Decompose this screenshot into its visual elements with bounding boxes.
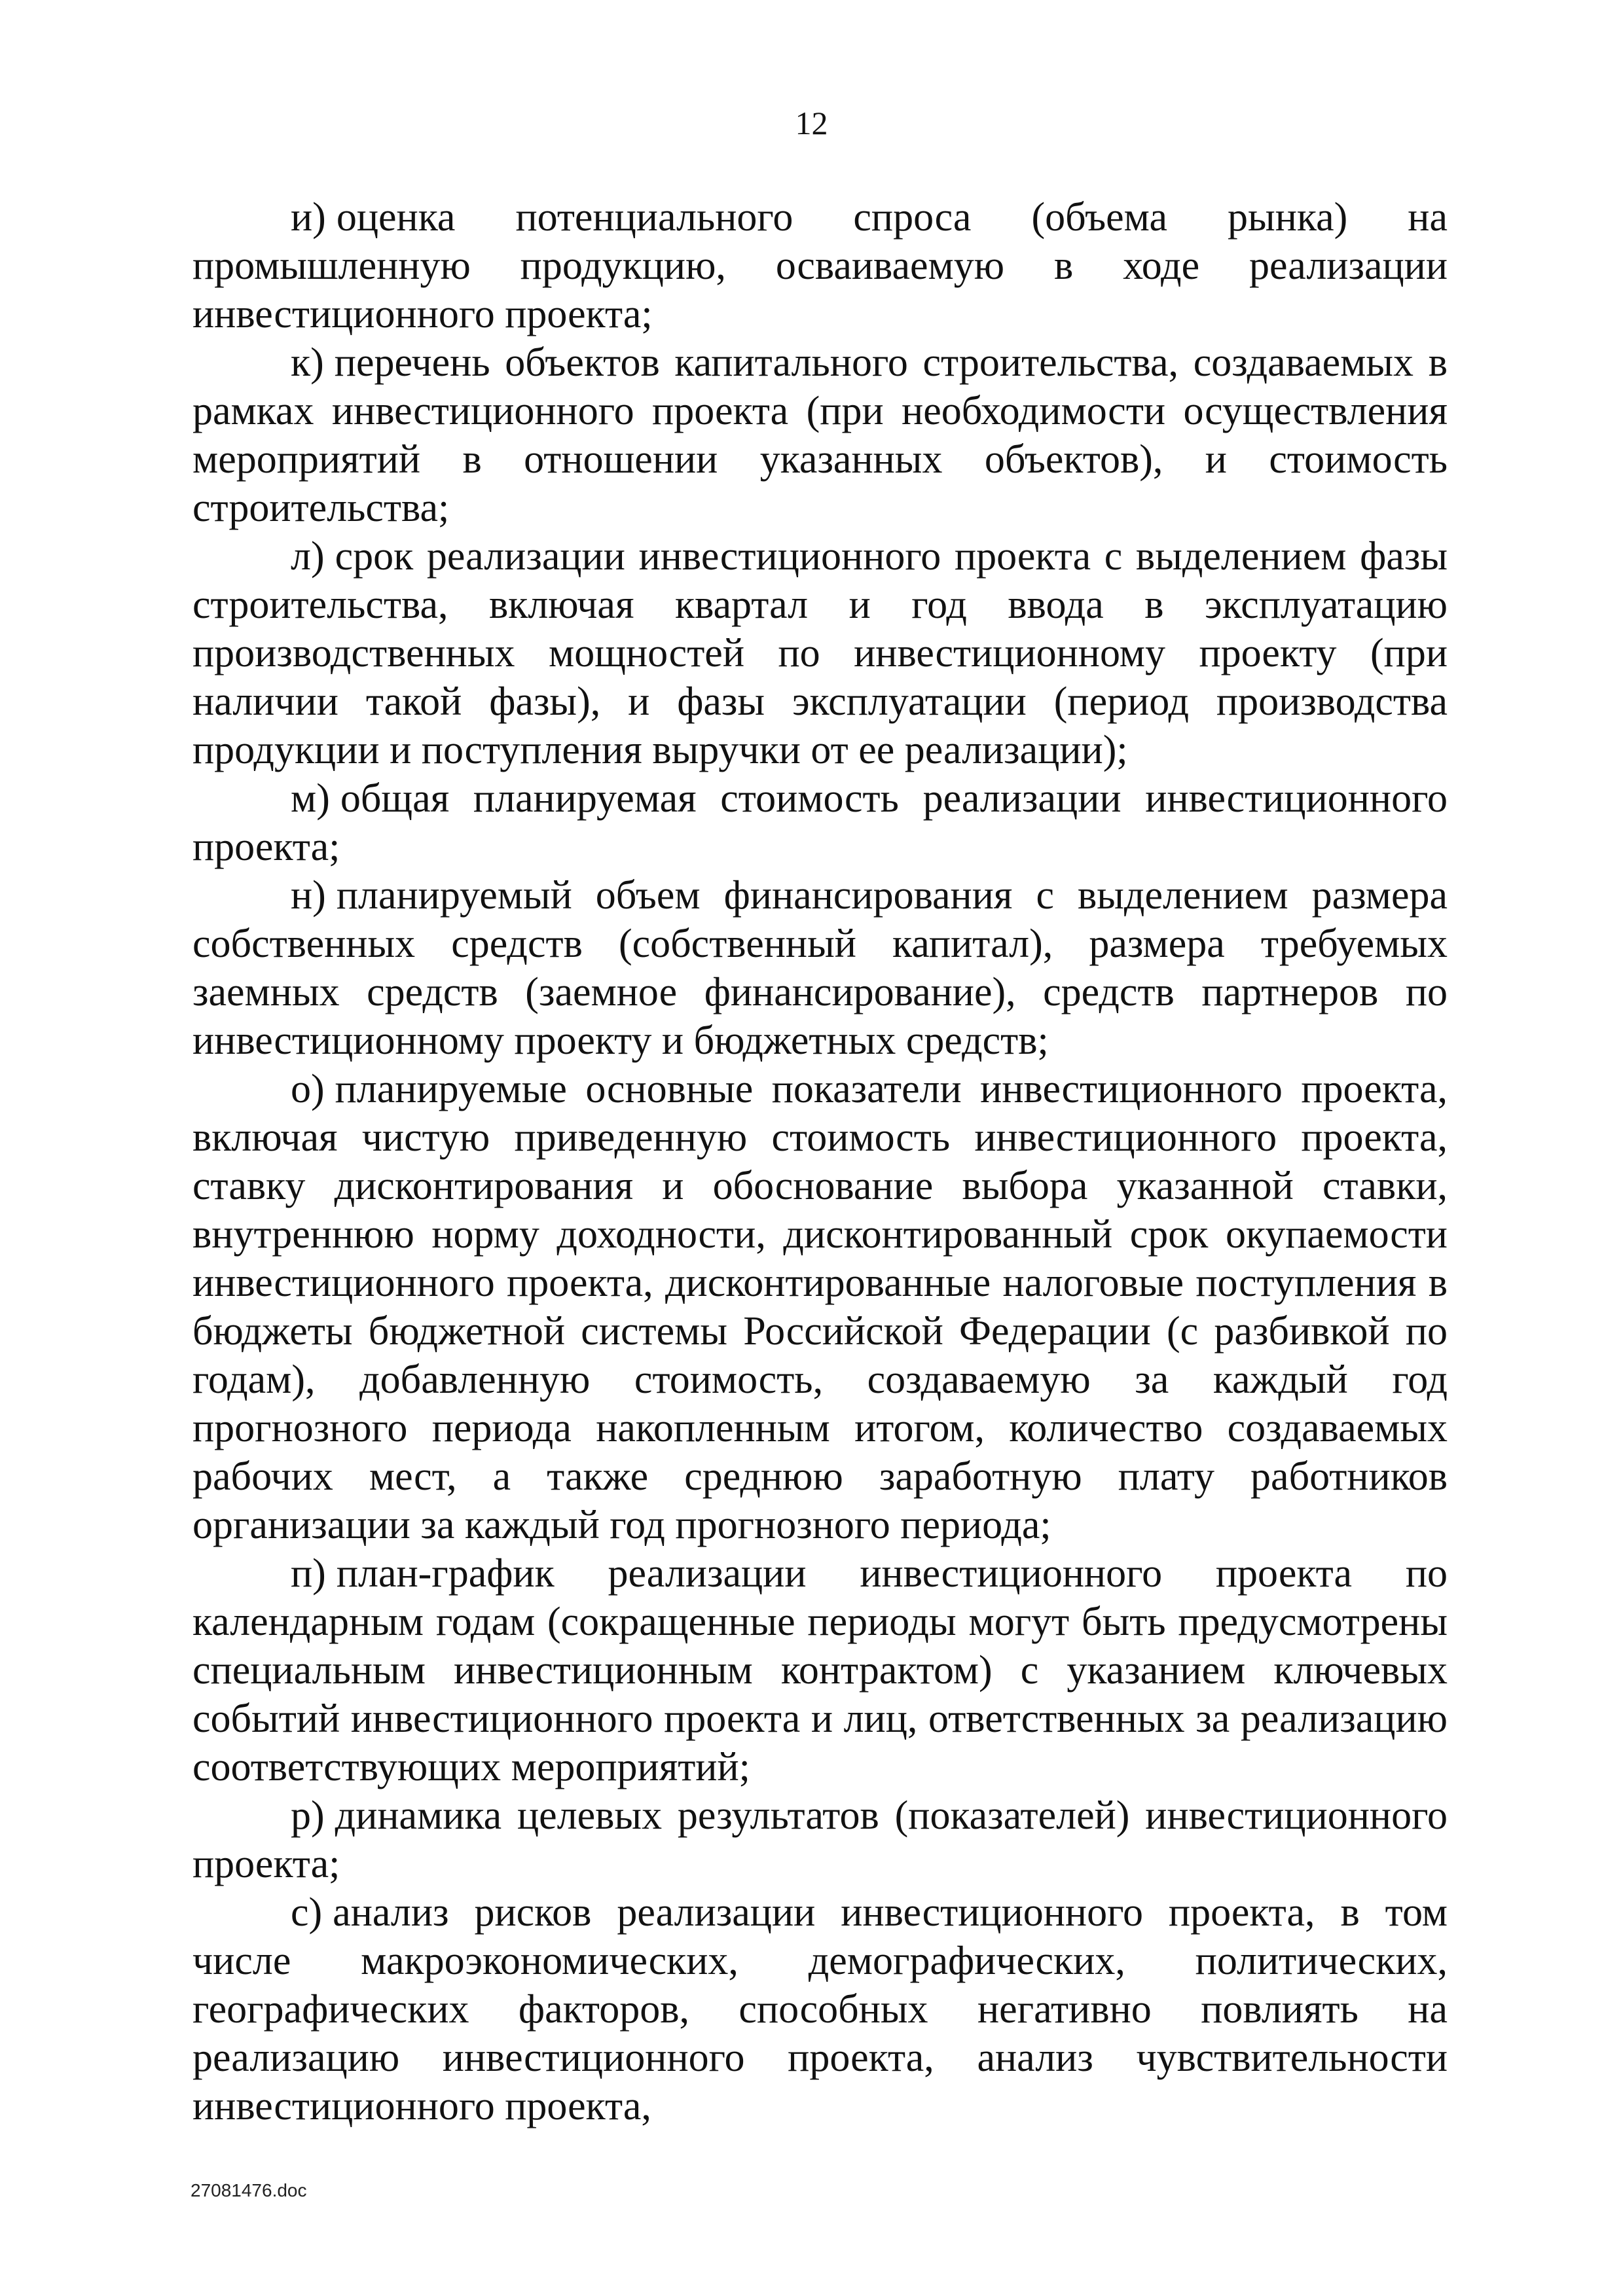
list-item-r: [192, 1791, 1448, 1888]
item-marker: с): [291, 1890, 323, 1935]
item-text: план-график реализации инвестиционного проекта по календарным годам (сокращенные периоды могут быть предусмотрены специальным инвестиционным контрактом) с указанием ключевых событий инвестиционного проекта и лиц, ответственных за реализацию соответствующих мероприятий;: [192, 1551, 1448, 1789]
item-text: срок реализации инвестиционного проекта с выделением фазы строительства, включая квартал и год ввода в эксплуатацию производственных мощностей по инвестиционному проекту (при наличии такой фазы), и фазы эксплуатации (период производства продукции и поступления выручки от ее реализации);: [192, 534, 1448, 772]
list-item-i: [192, 193, 1448, 338]
document-body: [192, 193, 1448, 2130]
footer-document-code: 27081476.doc: [191, 2180, 307, 2200]
list-item-l: [192, 532, 1448, 774]
item-marker: и): [291, 195, 326, 240]
item-text: планируемый объем финансирования с выделением размера собственных средств (собственный капитал), размера требуемых заемных средств (заемное финансирование), средств партнеров по инвестиционному проекту и бюджетных средств;: [192, 873, 1448, 1063]
item-marker: п): [291, 1551, 326, 1596]
list-item-s: [192, 1888, 1448, 2130]
item-text: общая планируемая стоимость реализации инвестиционного проекта;: [192, 776, 1448, 869]
item-marker: л): [291, 534, 325, 579]
item-text: планируемые основные показатели инвестиционного проекта, включая чистую приведенную стоимость инвестиционного проекта, ставку дисконтирования и обоснование выбора указанной ставки, внутреннюю норму доходности, дисконтированный срок окупаемости инвестиционного проекта, дисконтированные налоговые поступления в бюджеты бюджетной системы Российской Федерации (с разбивкой по годам), добавленную стоимость, создаваемую за каждый год прогнозного периода накопленным итогом, количество создаваемых рабочих мест, а также среднюю заработную плату работников организации за каждый год прогнозного периода;: [192, 1067, 1448, 1547]
item-text: анализ рисков реализации инвестиционного проекта, в том числе макроэкономических, демографических, политических, географических факторов, способных негативно повлиять на реализацию инвестиционного проекта, анализ чувствительности инвестиционного проекта,: [192, 1890, 1448, 2128]
list-item-o: [192, 1065, 1448, 1549]
item-marker: н): [291, 873, 326, 918]
item-marker: о): [291, 1067, 325, 1111]
page-number: 12: [795, 105, 828, 141]
item-marker: к): [291, 340, 324, 385]
list-item-p: [192, 1549, 1448, 1791]
item-marker: р): [291, 1793, 325, 1838]
item-marker: м): [291, 776, 330, 821]
item-text: перечень объектов капитального строительства, создаваемых в рамках инвестиционного проекта (при необходимости осуществления мероприятий в отношении указанных объектов), и стоимость строительства;: [192, 340, 1448, 530]
item-text: оценка потенциального спроса (объема рынка) на промышленную продукцию, осваиваемую в ходе реализации инвестиционного проекта;: [192, 195, 1448, 336]
list-item-n: [192, 871, 1448, 1065]
item-text: динамика целевых результатов (показателей) инвестиционного проекта;: [192, 1793, 1448, 1886]
list-item-m: [192, 774, 1448, 871]
list-item-k: [192, 338, 1448, 532]
